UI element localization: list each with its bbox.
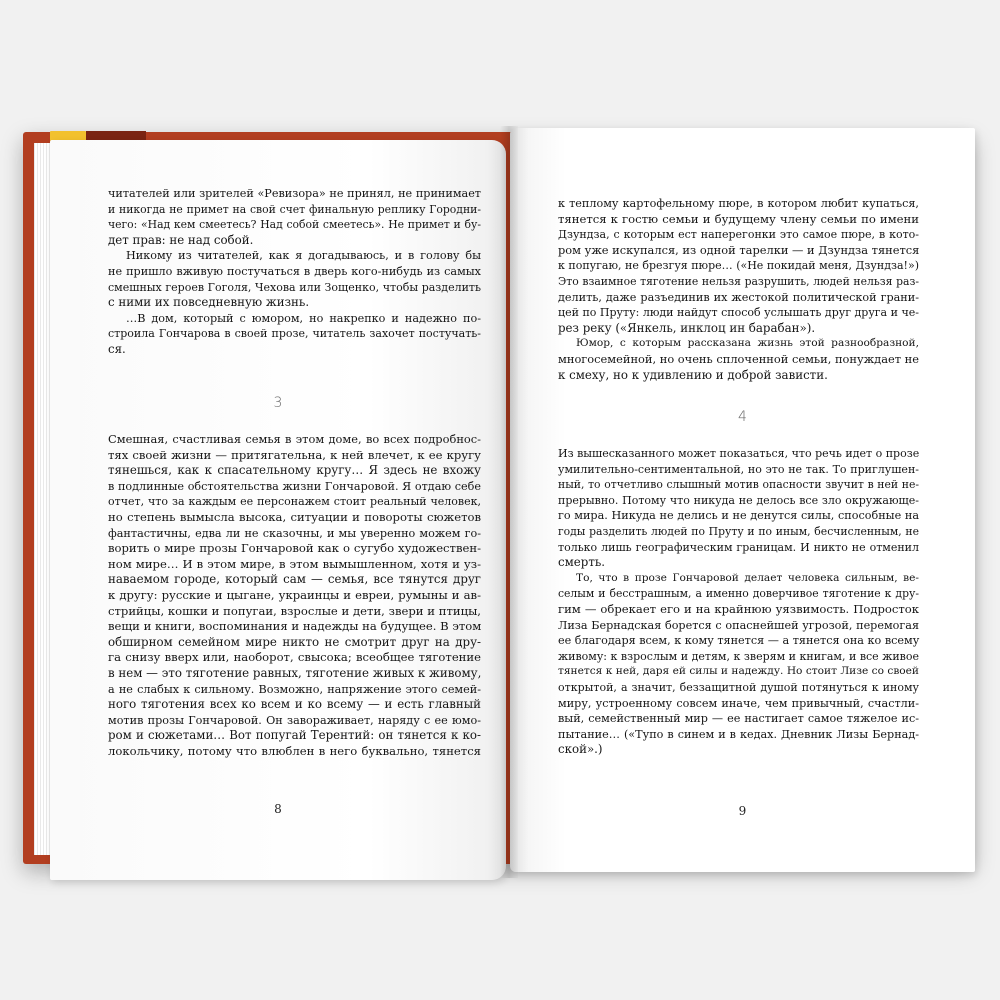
left-body-text: [108, 432, 481, 759]
text-line: ный, то отчетливо слышный мотив опасности звучит в ней не-: [558, 478, 919, 492]
text-line: гим — обрекает его и на крайнюю уязвимость. Подросток: [558, 601, 919, 616]
text-line: тях своей жизни — притягательна, к ней влечет, к ее кругу: [108, 447, 481, 462]
text-line: не пришло вживую постучаться в дверь кого-нибудь из самых: [108, 264, 481, 278]
text-line: рез реку («Янкель, инклоц ин барабан»).: [558, 320, 816, 335]
text-line: дет прав: не над собой.: [108, 232, 254, 247]
text-line: мотив прозы Гончаровой. Он завораживает, наряду с ее юмо-: [108, 713, 481, 727]
text-line: прерывно. Потому что никуда не делось все зло окружающе-: [558, 493, 919, 507]
text-line: тянешься, как к спасательному кругу… Я здесь не вхожу: [108, 463, 481, 478]
right-page: [510, 128, 975, 872]
text-line: ее благодаря всем, к кому тянется — а тянется она ко всему: [558, 634, 920, 648]
text-line: миру, устроенному совсем иначе, чем привычный, счастли-: [558, 696, 919, 710]
text-line: но степень вымысла высока, ситуации и повороты сюжетов: [108, 509, 481, 524]
text-line: многосемейной, но очень сплоченной семьи, понуждает не: [558, 351, 919, 366]
text-line: цей по Пруту: люди найдут способ услышать друг друга и че-: [558, 306, 919, 320]
text-line: ром и сюжетами… Вот попугай Терентий: он тянется к ко-: [108, 728, 481, 743]
text-line: тянется к ней, даря ей силы и надежду. Но стоит Лизе со своей: [558, 665, 919, 678]
text-line: Лиза Бернадская борется с опаснейшей угрозой, перемогая: [558, 618, 919, 632]
text-line: а не слабых к сильному. Возможно, напряжение этого семей-: [108, 682, 481, 696]
text-line: Смешная, счастливая семья в этом доме, во всех подробнос-: [108, 432, 481, 446]
text-line: живому: к взрослым и детям, к зверям и книгам, и все живое: [558, 649, 919, 663]
text-line: ром уже искупался, из одной тарелки — и Дзундза тянется: [558, 242, 920, 257]
text-line: смерть.: [558, 555, 606, 570]
text-line: тянется к гостю семьи и будущему члену семьи по имени: [558, 211, 919, 226]
text-line: обширном семейном мире никто не смотрит друг на дру-: [108, 634, 481, 649]
text-line: отчет, что за каждым ее персонажем стоит реальный человек,: [108, 495, 481, 509]
section-number: 4: [738, 409, 747, 425]
text-line: делить, даже разъединив их жестокой политической грани-: [558, 290, 919, 304]
text-line: ской».): [558, 742, 603, 757]
page-number: 8: [274, 802, 282, 816]
text-line: чего: «Над кем смеетесь? Над собой смеетесь». Не примет и бу-: [108, 218, 481, 232]
text-line: только лишь географическим границам. И никто не отменил: [558, 540, 919, 554]
text-line: вый, семейственный мир — ее настигает самое тяжелое ис-: [558, 712, 919, 726]
text-line: Дзундза, с которым ест наперегонки это самое пюре, в кото-: [558, 228, 919, 242]
text-line: к попугаю, не брезгуя пюре… («Не покидай меня, Дзундза!»): [558, 259, 919, 273]
text-line: Никому из читателей, как я догадываюсь, и в голову бы: [126, 249, 481, 263]
text-line: смешных героев Гоголя, Чехова или Зощенко, чтобы разделить: [108, 280, 481, 294]
text-line: Юмор, с которым рассказана жизнь этой разнообразной,: [576, 337, 919, 350]
text-line: …В дом, который с юмором, но накрепко и надежно по-: [126, 311, 481, 325]
text-line: Это взаимное тяготение нельзя разрушить, людей нельзя раз-: [558, 274, 919, 288]
text-line: открытой, а значит, беззащитной душой потянуться к иному: [558, 680, 919, 694]
text-line: ном мире… И в этом мире, в этом вымышленном, хотя и уз-: [108, 556, 481, 571]
right-body-text: [558, 446, 919, 758]
text-line: наваемом городе, который сам — семья, все тянутся друг: [108, 572, 481, 587]
text-line: селым и бесстрашным, а именно доверчивое тяготение к дру-: [558, 587, 919, 601]
left-page: [50, 140, 506, 880]
text-line: и никогда не примет на свой счет финальную реплику Городни-: [108, 202, 481, 216]
text-line: к другу: русские и цыгане, украинцы и евреи, румыны и ав-: [108, 587, 481, 602]
text-line: пытание… («Тупо в синем и в кедах. Дневник Лизы Бернад-: [558, 727, 919, 741]
text-line: го мира. Никуда не делись и не денутся силы, способные на: [558, 509, 919, 523]
text-line: фантастичны, едва ли не сказочны, и мы уверенно можем го-: [108, 526, 481, 540]
text-line: вещи и книги, воспоминания и надежды на будущее. В этом: [108, 619, 482, 634]
text-line: в подлинные обстоятельства жизни Гончаровой. Я отдаю себе: [108, 479, 481, 493]
text-line: ворить о мире прозы Гончаровой как о сугубо художествен-: [108, 541, 481, 556]
left-top-text: [108, 186, 481, 358]
text-line: читателей или зрителей «Ревизора» не принял, не принимает: [108, 187, 481, 200]
section-number: 3: [273, 395, 283, 411]
text-line: умилительно-сентиментальной, но это не так. То приглушен-: [558, 462, 919, 476]
text-line: к смеху, но к удивлению и доброй зависти.: [558, 367, 828, 382]
text-line: Из вышесказанного может показаться, что речь идет о прозе: [558, 447, 920, 460]
text-line: годы разделить людей по Пруту и по иным, бесчисленным, не: [558, 524, 919, 538]
text-line: строила Гончарова в своей прозе, читатель захочет постучать-: [108, 327, 481, 341]
text-line: га снизу вверх или, наоборот, свысока; всеобщее тяготение: [108, 650, 481, 665]
text-line: ного тяготения всех ко всем и ко всему — и есть главный: [108, 697, 481, 712]
right-top-text: [558, 196, 919, 383]
text-line: к теплому картофельному пюре, в котором любит купаться,: [558, 197, 919, 210]
text-line: с ними их повседневную жизнь.: [108, 295, 310, 310]
text-line: в нем — это тяготение равных, тяготение живых к живому,: [108, 665, 482, 680]
text-line: То, что в прозе Гончаровой делает человека сильным, ве-: [576, 571, 919, 584]
text-line: локольчику, потому что влюблен в него буквально, тянется: [108, 743, 481, 758]
text-line: стрийцы, кошки и попугаи, взрослые и дети, звери и птицы,: [108, 603, 481, 618]
page-number: 9: [738, 804, 747, 818]
text-line: ся.: [108, 341, 126, 356]
